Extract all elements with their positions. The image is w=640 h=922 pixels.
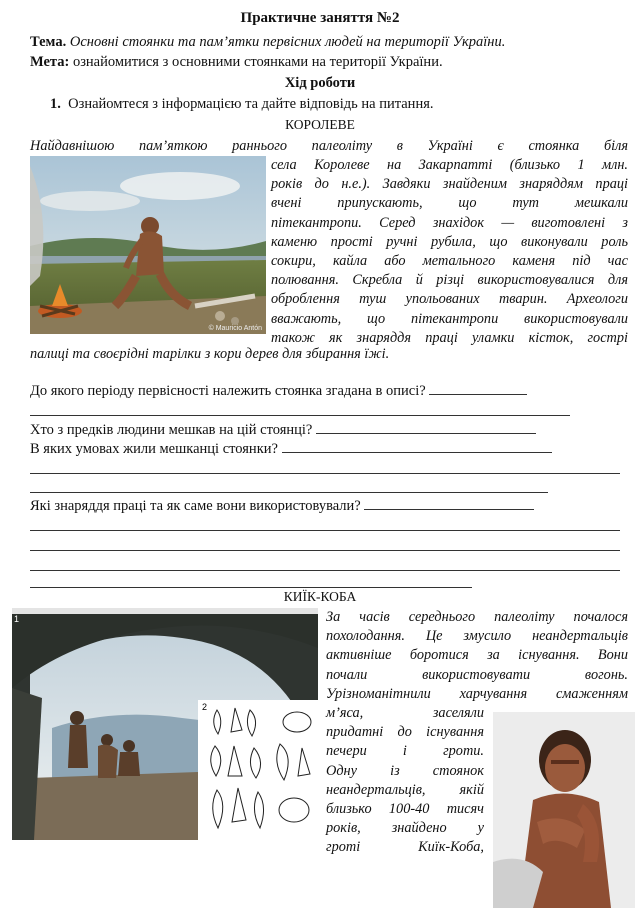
text-line: полювання. Скребла й різці використовувалися для <box>271 272 628 289</box>
text-line: вважають, що пітекантропи використовували <box>271 310 628 327</box>
text-line: похолодання. Це змусило неандертальців <box>326 628 628 645</box>
question-2 <box>30 421 536 439</box>
figure-label-1: 1 <box>14 614 20 624</box>
question-3-text: В яких умовах жили мешканці стоянки? <box>30 441 278 457</box>
answer-4-blank[interactable] <box>364 497 534 510</box>
kyiik-koba-wide-text <box>326 608 628 704</box>
text-line: неандертальців, якій <box>326 781 484 798</box>
answer-line[interactable] <box>30 550 620 551</box>
topic-label: Тема. <box>30 34 67 50</box>
section-heading-koroleve: КОРОЛЕВЕ <box>285 117 355 132</box>
goal-text: ознайомитися з основними стоянками на території України. <box>72 54 443 70</box>
answer-line[interactable] <box>30 587 472 588</box>
text-line: сокири, кайла або метального каменя під час <box>271 253 628 270</box>
section-heading-kyiik-koba: КИЇК-КОБА <box>283 589 357 604</box>
goal-label: Мета: <box>30 54 70 70</box>
task-number: 1. <box>50 96 61 112</box>
kyiik-koba-figure <box>12 608 318 840</box>
koroleve-text-last: палиці та своєрідні тарілки з кори дерев для збирання їжі. <box>30 346 390 362</box>
goal-line <box>30 54 443 71</box>
text-line: почали використовувати вогонь. <box>326 666 628 683</box>
text-line: років до н.е.). Завдяки знайденим знаряддям праці <box>271 176 628 193</box>
answer-1-blank[interactable] <box>429 382 527 395</box>
neanderthal-image <box>493 712 635 908</box>
text-line: Урізноманітнили харчування смаженням <box>326 685 628 702</box>
answer-line[interactable] <box>30 473 620 474</box>
task-line <box>50 96 434 113</box>
text-line: гроті Киїк-Коба, <box>326 839 484 856</box>
kyiik-koba-narrow-text <box>326 704 484 858</box>
topic-text: Основні стоянки та пам’ятки первісних людей на території України. <box>69 34 506 50</box>
text-line: м’яса, заселяли <box>326 705 484 721</box>
question-4 <box>30 497 534 515</box>
answer-line[interactable] <box>30 530 620 531</box>
answer-3-blank[interactable] <box>282 440 552 453</box>
koroleve-wrapped-text <box>271 156 628 348</box>
question-4-text: Які знаряддя праці та як саме вони використовували? <box>30 498 361 514</box>
text-line: Одну із стоянок <box>326 762 484 779</box>
answer-line[interactable] <box>30 415 570 416</box>
work-heading: Хід роботи <box>284 75 356 91</box>
task-text: Ознайомтеся з інформацією та дайте відповідь на питання. <box>68 96 434 112</box>
text-line: близько 100-40 тисяч <box>326 801 484 818</box>
koroleve-illustration <box>30 156 266 334</box>
question-1 <box>30 382 527 400</box>
text-line: придатні до існування <box>326 724 484 741</box>
text-line: також як знаряддя праці уламки кісток, гострі <box>271 329 628 346</box>
text-line: оброблення туш упольованих тварин. Археологи <box>271 291 628 308</box>
question-3 <box>30 440 552 458</box>
question-2-text: Хто з предків людини мешкав на цій стоянці? <box>30 422 313 438</box>
text-line: каменю прості ручні рубила, що виконували роль <box>271 233 628 250</box>
answer-line[interactable] <box>30 492 548 493</box>
answer-line[interactable] <box>30 570 620 571</box>
figure-label-2: 2 <box>202 702 208 712</box>
text-line: вчені припускають, що тут мешкали <box>271 195 628 212</box>
answer-2-blank[interactable] <box>316 421 536 434</box>
text-line: пітекантропи. Серед знахідок — виготовлені з <box>271 214 628 231</box>
image-caption: © Mauricio Antón <box>208 325 262 332</box>
text-line: За часів середнього палеоліту почалося <box>326 609 628 625</box>
text-line: села Королеве на Закарпатті (близько 1 млн. <box>271 157 628 173</box>
text-line: печери і гроти. <box>326 743 484 760</box>
koroleve-text-line-1: Найдавнішою пам’яткою раннього палеоліту в Україні є стоянка біля <box>30 138 628 154</box>
text-line: років, знайдено у <box>326 820 484 837</box>
topic-line <box>30 34 505 51</box>
page-title: Практичне заняття №2 <box>240 10 400 26</box>
question-1-text: До якого періоду первісності належить стоянка згадана в описі? <box>30 383 426 399</box>
text-line: активніше боротися за існування. Вони <box>326 647 628 664</box>
